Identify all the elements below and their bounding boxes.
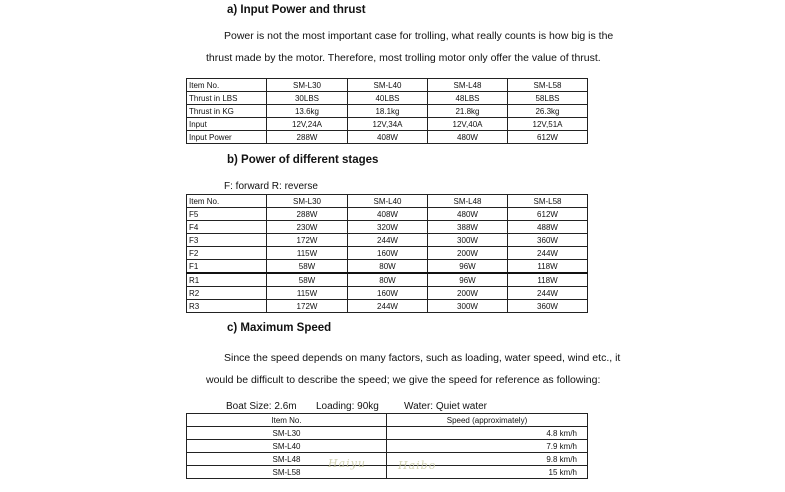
table-cell: 13.6kg bbox=[267, 105, 348, 118]
table-cell: 612W bbox=[508, 131, 588, 144]
table-cell: SM-L40 bbox=[187, 440, 387, 453]
section-b-heading: b) Power of different stages bbox=[227, 154, 379, 166]
section-a-paragraph-line-2: thrust made by the motor. Therefore, most trolling motor only offer the value of thrust. bbox=[206, 52, 601, 64]
table-header-cell: SM-L58 bbox=[508, 79, 588, 92]
table-cell: 80W bbox=[348, 273, 428, 287]
table-row bbox=[187, 287, 588, 300]
table-header-cell: Item No. bbox=[187, 79, 267, 92]
table-cell: 96W bbox=[428, 260, 508, 274]
table-cell: 480W bbox=[428, 208, 508, 221]
thrust-table bbox=[186, 78, 588, 144]
table-cell: SM-L58 bbox=[187, 466, 387, 479]
table-row bbox=[187, 300, 588, 313]
table-cell: Input Power bbox=[187, 131, 267, 144]
table-cell: 118W bbox=[508, 273, 588, 287]
table-header-cell: Item No. bbox=[187, 195, 267, 208]
table-row bbox=[187, 131, 588, 144]
table-row bbox=[187, 234, 588, 247]
table-cell: 360W bbox=[508, 300, 588, 313]
table-header-cell: SM-L40 bbox=[348, 79, 428, 92]
table-cell: 244W bbox=[348, 300, 428, 313]
table-cell: 288W bbox=[267, 131, 348, 144]
table-cell: SM-L48 bbox=[187, 453, 387, 466]
table-header-cell: SM-L58 bbox=[508, 195, 588, 208]
table-cell: 12V,24A bbox=[267, 118, 348, 131]
table-row bbox=[187, 208, 588, 221]
table-cell: 200W bbox=[428, 287, 508, 300]
table-cell: 118W bbox=[508, 260, 588, 274]
table-cell: 15 km/h bbox=[387, 466, 588, 479]
table-cell: 300W bbox=[428, 234, 508, 247]
table-cell: 612W bbox=[508, 208, 588, 221]
watermark-text-right: Haibo bbox=[398, 459, 437, 472]
table-cell: 115W bbox=[267, 247, 348, 260]
table-cell: 4.8 km/h bbox=[387, 427, 588, 440]
table-cell: 58W bbox=[267, 260, 348, 274]
table-cell: 9.8 km/h bbox=[387, 453, 588, 466]
table-cell: 40LBS bbox=[348, 92, 428, 105]
table-header-cell: SM-L40 bbox=[348, 195, 428, 208]
power-stages-table bbox=[186, 194, 588, 313]
table-row bbox=[187, 105, 588, 118]
table-cell: 200W bbox=[428, 247, 508, 260]
table-row bbox=[187, 427, 588, 440]
table-cell: 58LBS bbox=[508, 92, 588, 105]
table-row bbox=[187, 273, 588, 287]
table-cell: Thrust in KG bbox=[187, 105, 267, 118]
table-cell: 80W bbox=[348, 260, 428, 274]
table-cell: 12V,51A bbox=[508, 118, 588, 131]
table-cell: 230W bbox=[267, 221, 348, 234]
table-header-cell: SM-L48 bbox=[428, 195, 508, 208]
table-cell: 488W bbox=[508, 221, 588, 234]
table-row bbox=[187, 92, 588, 105]
table-cell: 12V,40A bbox=[428, 118, 508, 131]
table-cell: 244W bbox=[508, 247, 588, 260]
table-row bbox=[187, 247, 588, 260]
water-condition-label: Water: Quiet water bbox=[404, 401, 487, 412]
table-cell: 115W bbox=[267, 287, 348, 300]
table-cell: 172W bbox=[267, 234, 348, 247]
table-cell: 172W bbox=[267, 300, 348, 313]
table-cell: 388W bbox=[428, 221, 508, 234]
section-c-heading: c) Maximum Speed bbox=[227, 322, 332, 334]
table-header-cell: SM-L30 bbox=[267, 79, 348, 92]
table-header-cell: SM-L48 bbox=[428, 79, 508, 92]
thrust-table-body bbox=[187, 79, 588, 144]
table-cell: Input bbox=[187, 118, 267, 131]
power-stages-table-body bbox=[187, 195, 588, 313]
table-cell: Thrust in LBS bbox=[187, 92, 267, 105]
table-row bbox=[187, 118, 588, 131]
table-cell: F1 bbox=[187, 260, 267, 274]
section-c-paragraph-line-1: Since the speed depends on many factors, such as loading, water speed, wind etc., it bbox=[224, 352, 621, 364]
boat-size-label: Boat Size: 2.6m bbox=[226, 401, 297, 412]
table-row bbox=[187, 466, 588, 479]
table-cell: 320W bbox=[348, 221, 428, 234]
table-cell: 160W bbox=[348, 287, 428, 300]
table-cell: 58W bbox=[267, 273, 348, 287]
table-cell: 30LBS bbox=[267, 92, 348, 105]
table-cell: 408W bbox=[348, 208, 428, 221]
table-cell: 360W bbox=[508, 234, 588, 247]
table-cell: 7.9 km/h bbox=[387, 440, 588, 453]
section-a-paragraph-line-1: Power is not the most important case for trolling, what really counts is how big is the bbox=[224, 30, 614, 42]
table-header-cell: Item No. bbox=[187, 414, 387, 427]
table-cell: F2 bbox=[187, 247, 267, 260]
speed-table-body bbox=[187, 414, 588, 479]
table-row bbox=[187, 440, 588, 453]
table-cell: 300W bbox=[428, 300, 508, 313]
table-cell: 96W bbox=[428, 273, 508, 287]
table-cell: R3 bbox=[187, 300, 267, 313]
table-cell: F5 bbox=[187, 208, 267, 221]
table-row bbox=[187, 453, 588, 466]
watermark-text-left: Haiyu bbox=[328, 457, 366, 470]
table-cell: 48LBS bbox=[428, 92, 508, 105]
table-cell: 26.3kg bbox=[508, 105, 588, 118]
speed-table bbox=[186, 413, 588, 479]
section-c-paragraph-line-2: would be difficult to describe the speed; we give the speed for reference as following: bbox=[206, 374, 601, 386]
table-cell: 480W bbox=[428, 131, 508, 144]
table-cell: 12V,34A bbox=[348, 118, 428, 131]
table-cell: F4 bbox=[187, 221, 267, 234]
table-cell: 244W bbox=[348, 234, 428, 247]
table-cell: 18.1kg bbox=[348, 105, 428, 118]
section-a-heading: a) Input Power and thrust bbox=[227, 4, 366, 16]
table-cell: 288W bbox=[267, 208, 348, 221]
table-header-row bbox=[187, 195, 588, 208]
table-cell: 21.8kg bbox=[428, 105, 508, 118]
direction-legend: F: forward R: reverse bbox=[224, 181, 318, 192]
table-header-cell: SM-L30 bbox=[267, 195, 348, 208]
table-row bbox=[187, 260, 588, 274]
table-header-row bbox=[187, 414, 588, 427]
table-cell: 244W bbox=[508, 287, 588, 300]
table-cell: R2 bbox=[187, 287, 267, 300]
table-cell: 160W bbox=[348, 247, 428, 260]
table-row bbox=[187, 221, 588, 234]
table-cell: SM-L30 bbox=[187, 427, 387, 440]
table-header-row bbox=[187, 79, 588, 92]
table-cell: 408W bbox=[348, 131, 428, 144]
table-cell: R1 bbox=[187, 273, 267, 287]
table-cell: F3 bbox=[187, 234, 267, 247]
table-header-cell: Speed (approximately) bbox=[387, 414, 588, 427]
loading-label: Loading: 90kg bbox=[316, 401, 379, 412]
